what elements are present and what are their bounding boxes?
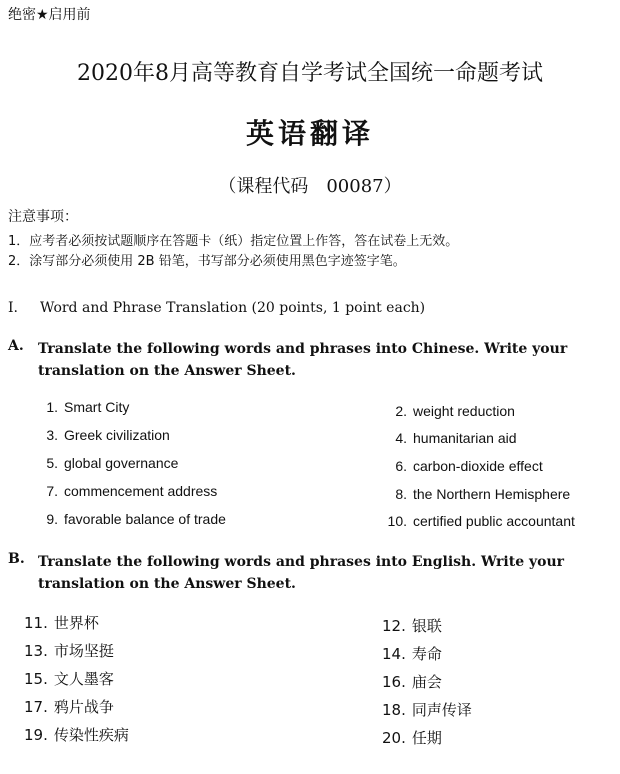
item-number: 4. [395, 430, 407, 446]
item-number: 18. [382, 701, 406, 719]
list-item [24, 640, 114, 661]
item-text: 传染性疾病 [53, 726, 129, 744]
item-text: 同声传译 [411, 701, 472, 719]
item-text: 银联 [411, 617, 442, 635]
part-b-letter: B. [8, 551, 25, 567]
list-item [24, 668, 114, 689]
course-code: （课程代码 00087） [218, 176, 402, 197]
item-text: 鸦片战争 [53, 698, 114, 716]
list-item [385, 486, 570, 502]
item-number: 6. [395, 458, 407, 474]
item-number: 5. [46, 455, 58, 471]
notes-heading: 注意事项： [8, 209, 78, 225]
list-item [36, 455, 178, 471]
list-item [24, 696, 114, 717]
item-text: 庙会 [411, 673, 442, 691]
item-number: 15. [24, 670, 48, 688]
item-number: 10. [387, 513, 407, 529]
section-number: I. [8, 300, 18, 316]
part-a-letter: A. [8, 338, 24, 354]
list-item [36, 483, 217, 499]
list-item [24, 612, 99, 633]
list-item [382, 671, 442, 692]
item-text: 任期 [411, 729, 442, 747]
item-text: favorable balance of trade [64, 511, 226, 527]
item-number: 8. [395, 486, 407, 502]
item-text: 文人墨客 [53, 670, 114, 688]
list-item [385, 403, 515, 419]
note-item: 1．应考者必须按试题顺序在答题卡（纸）指定位置上作答，答在试卷上无效。 [8, 234, 459, 249]
item-number: 14. [382, 645, 406, 663]
list-item [36, 399, 129, 415]
list-item [382, 615, 442, 636]
item-text: Greek civilization [64, 427, 170, 443]
list-item [385, 513, 575, 529]
item-text: the Northern Hemisphere [413, 486, 571, 502]
item-text: carbon-dioxide effect [413, 458, 543, 474]
item-number: 19. [24, 726, 48, 744]
list-item [24, 724, 129, 745]
item-text: humanitarian aid [413, 430, 517, 446]
section-title: Word and Phrase Translation (20 points, 1 point each) [40, 300, 426, 316]
item-text: commencement address [64, 483, 218, 499]
list-item [382, 727, 442, 748]
note-item: 2．涂写部分必须使用 2B 铅笔，书写部分必须使用黑色字迹签字笔。 [8, 254, 406, 269]
list-item [382, 643, 442, 664]
item-number: 20. [382, 729, 406, 747]
list-item [382, 699, 472, 720]
item-number: 1. [46, 399, 58, 415]
list-item [36, 427, 170, 443]
item-number: 2. [395, 403, 407, 419]
list-item [385, 458, 543, 474]
list-item [385, 430, 517, 446]
item-number: 11. [24, 614, 48, 632]
item-number: 12. [382, 617, 406, 635]
item-number: 17. [24, 698, 48, 716]
exam-title: 2020年8月高等教育自学考试全国统一命题考试 [77, 61, 543, 86]
subject-title: 英语翻译 [245, 117, 374, 150]
list-item [36, 511, 226, 527]
item-text: global governance [64, 455, 179, 471]
item-number: 7. [46, 483, 58, 499]
part-b-instruction: Translate the following words and phrases into English. Write your translation on the Answer Sheet. [38, 554, 565, 592]
item-text: certified public accountant [413, 513, 575, 529]
item-text: 市场坚挺 [53, 642, 114, 660]
part-a-instruction: Translate the following words and phrases into Chinese. Write your translation on the Answer Sheet. [38, 341, 568, 379]
item-text: weight reduction [413, 403, 515, 419]
item-number: 9. [46, 511, 58, 527]
item-number: 13. [24, 642, 48, 660]
item-number: 16. [382, 673, 406, 691]
item-text: Smart City [64, 399, 130, 415]
item-text: 寿命 [411, 645, 442, 663]
confidential-label: 绝密★启用前 [8, 7, 91, 23]
item-number: 3. [46, 427, 58, 443]
item-text: 世界杯 [53, 614, 99, 632]
